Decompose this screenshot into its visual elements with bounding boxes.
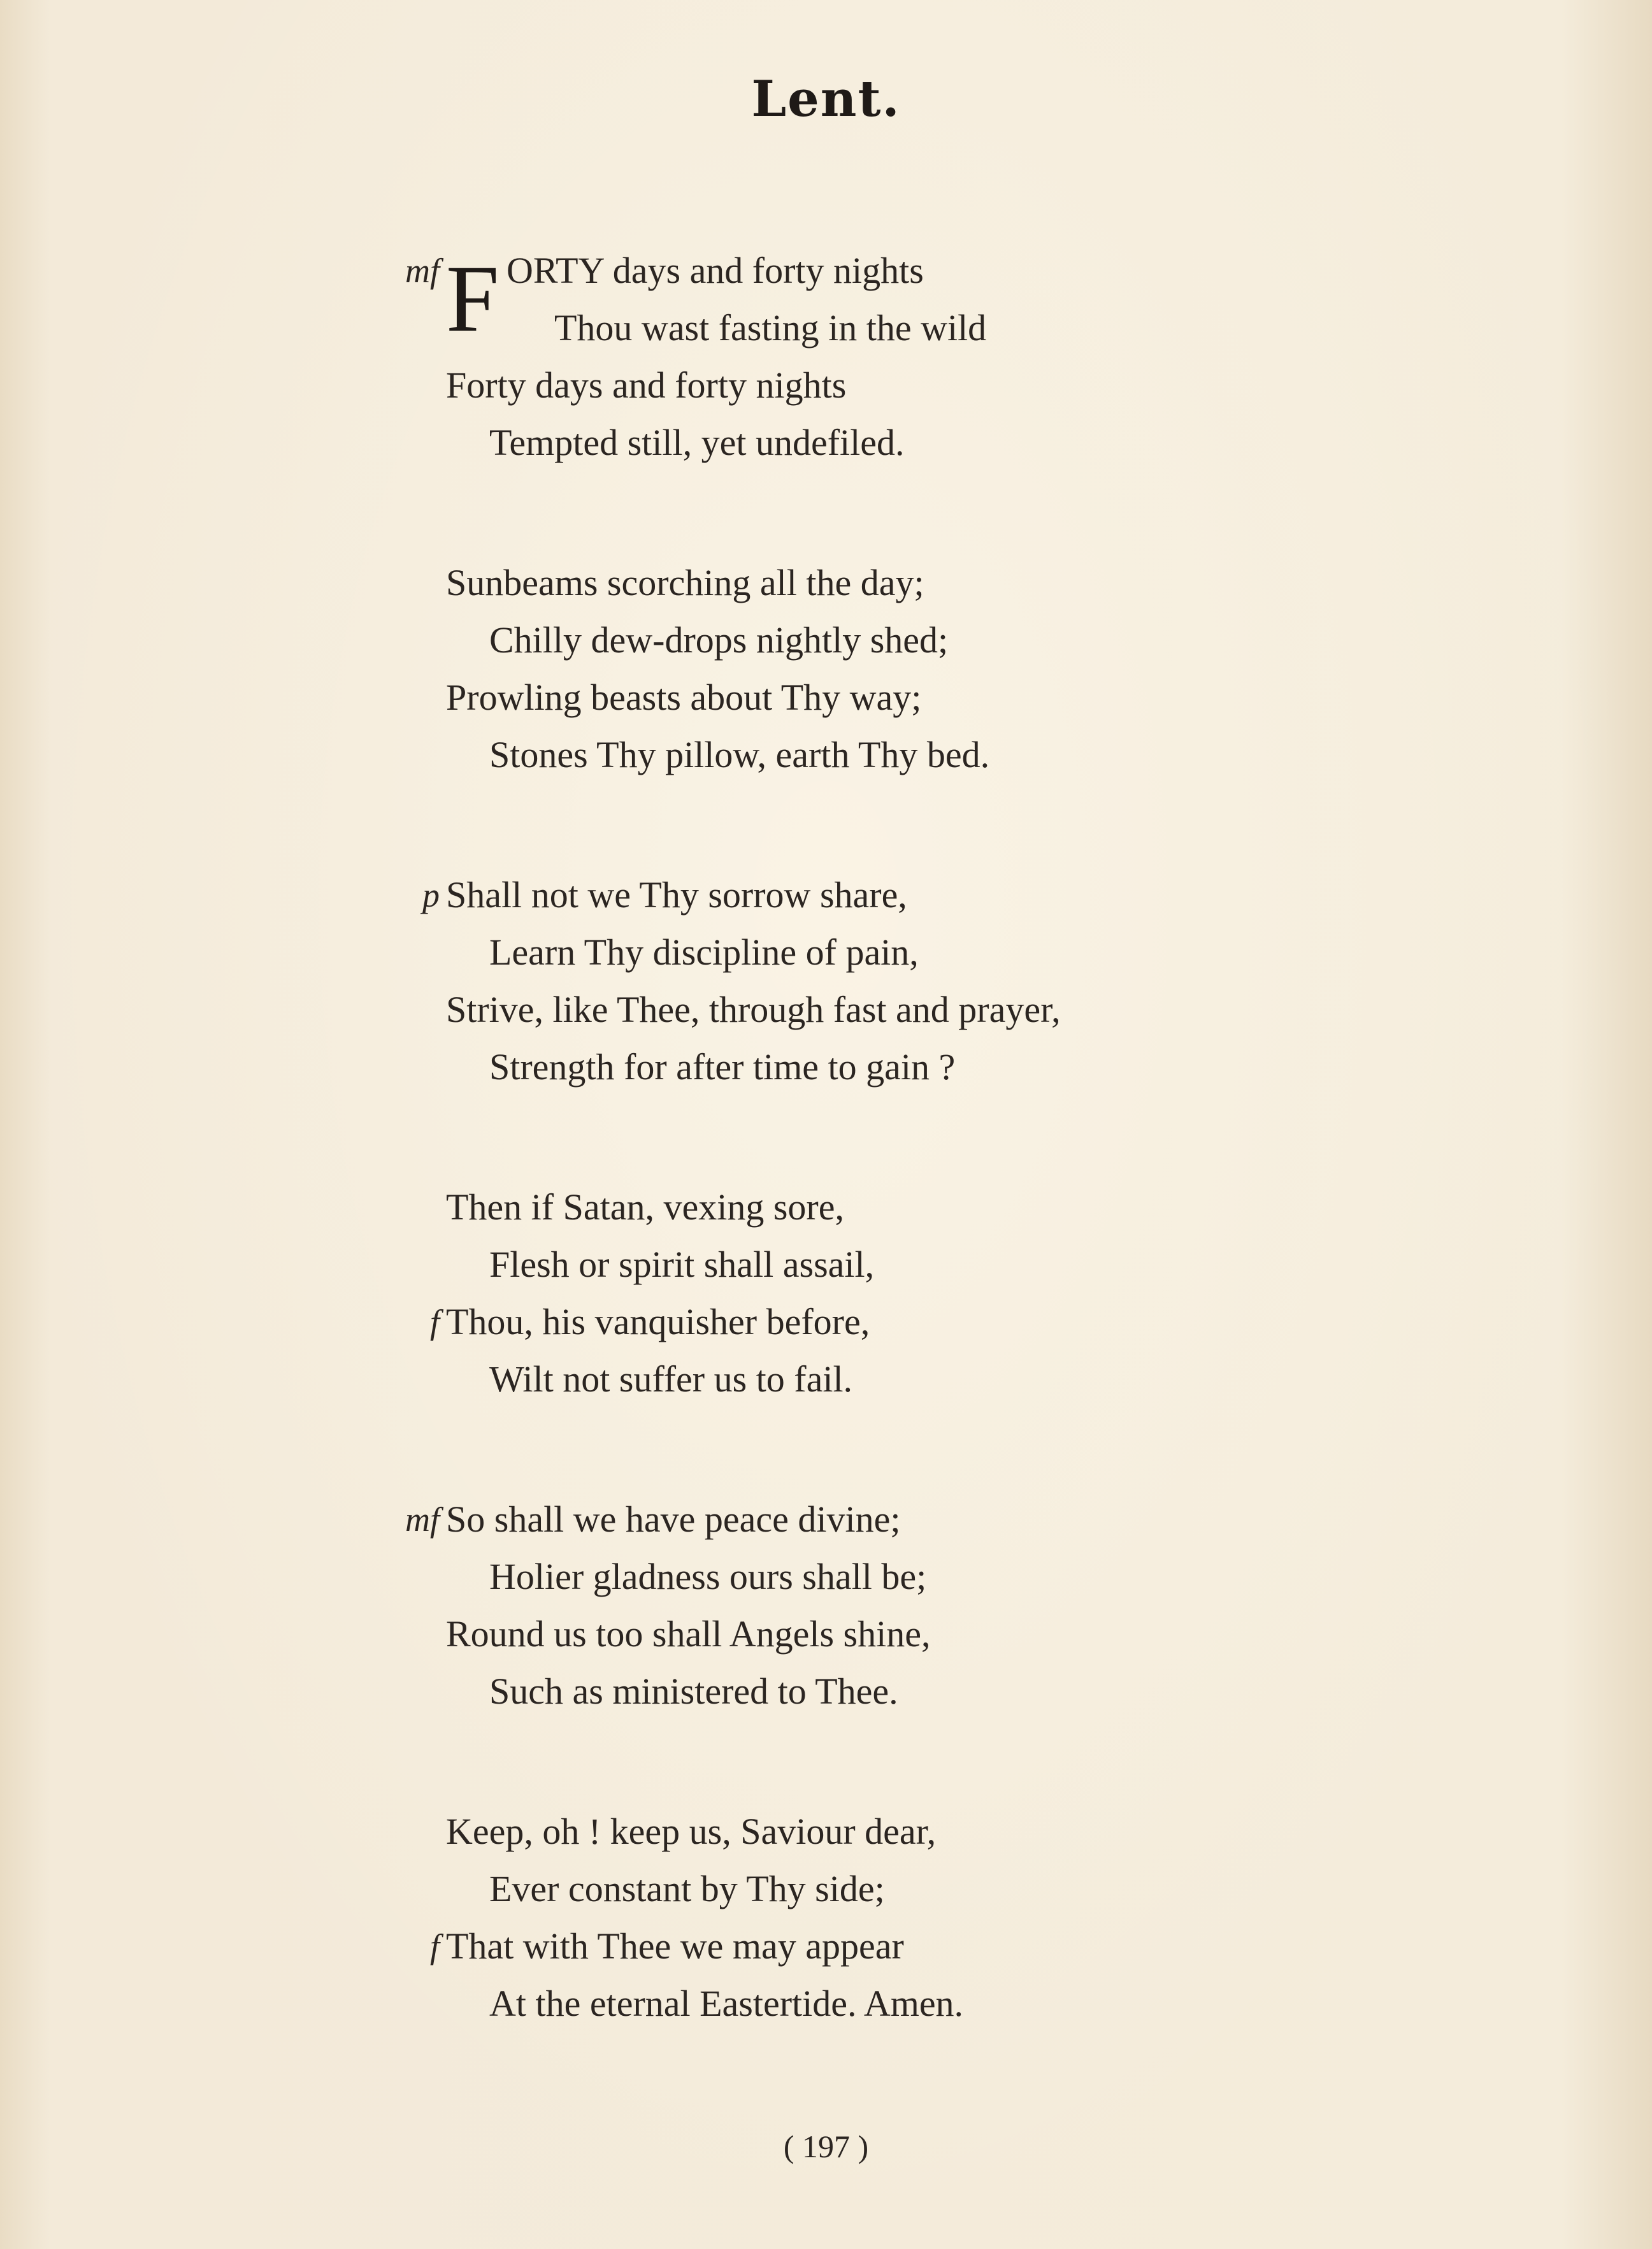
stanza-line <box>446 1351 874 1408</box>
stanza-1 <box>405 242 987 471</box>
stanza-line <box>446 1548 930 1606</box>
stanza-line <box>446 1975 963 2032</box>
line-text: Shall not we Thy sorrow share, <box>446 874 907 916</box>
page-heading: Lent. <box>751 70 901 128</box>
stanza-line <box>446 1860 963 1918</box>
line-text: Tempted still, yet undefiled. <box>489 422 905 463</box>
dynamic-mark: mf <box>405 1500 440 1539</box>
stanza-2 <box>446 554 989 784</box>
stanza-line <box>446 924 1061 981</box>
drop-cap: F <box>446 246 499 352</box>
stanza-line <box>446 612 989 669</box>
line-text: Prowling beasts about Thy way; <box>446 677 922 718</box>
dynamic-mark: p <box>422 876 440 914</box>
stanza-line <box>446 414 986 471</box>
stanza-line <box>446 554 989 612</box>
line-text: Strive, like Thee, through fast and prayer, <box>446 989 1061 1030</box>
stanza-line <box>446 299 986 357</box>
line-text: Then if Satan, vexing sore, <box>446 1186 844 1228</box>
line-text: Keep, oh ! keep us, Saviour dear, <box>446 1811 937 1852</box>
line-text: At the eternal Eastertide. Amen. <box>489 1983 964 2024</box>
line-text: Such as ministered to Thee. <box>489 1671 898 1712</box>
stanza-line <box>446 1236 874 1293</box>
line-text: ORTY days and forty nights <box>506 250 924 291</box>
line-text: Thou, his vanquisher before, <box>446 1301 870 1342</box>
stanza-3 <box>422 866 1061 1096</box>
stanza-line <box>446 1179 874 1236</box>
stanza-line <box>446 726 989 784</box>
stanza-line <box>429 1293 874 1351</box>
line-text: Flesh or spirit shall assail, <box>489 1244 875 1285</box>
line-text: That with Thee we may appear <box>446 1925 904 1967</box>
line-text: Round us too shall Angels shine, <box>446 1613 931 1655</box>
line-text: Sunbeams scorching all the day; <box>446 562 924 603</box>
page-number: ( 197 ) <box>783 2129 869 2164</box>
line-text: Strength for after time to gain ? <box>489 1046 956 1088</box>
line-text: Chilly dew-drops nightly shed; <box>489 619 949 661</box>
stanza-6 <box>429 1803 964 2032</box>
stanza-line <box>446 1038 1061 1096</box>
stanza-line <box>446 1663 930 1720</box>
line-text: So shall we have peace divine; <box>446 1498 901 1540</box>
line-text: Thou wast fasting in the wild <box>554 307 987 348</box>
stanza-line <box>422 866 1061 924</box>
line-text: Stones Thy pillow, earth Thy bed. <box>489 734 990 775</box>
stanza-5 <box>405 1491 931 1720</box>
line-text: Ever constant by Thy side; <box>489 1868 885 1909</box>
stanza-line <box>405 1491 930 1548</box>
stanza-line <box>446 981 1061 1038</box>
dynamic-mark: f <box>429 1303 440 1341</box>
line-text: Wilt not suffer us to fail. <box>489 1358 853 1400</box>
line-text: Holier gladness ours shall be; <box>489 1556 927 1597</box>
line-text: Learn Thy discipline of pain, <box>489 931 919 973</box>
stanza-line <box>429 1918 963 1975</box>
stanza-line <box>446 357 986 414</box>
line-text: Forty days and forty nights <box>446 364 847 406</box>
dynamic-mark: f <box>429 1927 440 1965</box>
stanza-line <box>446 1803 963 1860</box>
stanza-line <box>446 669 989 726</box>
stanza-4 <box>429 1179 875 1408</box>
dynamic-mark: mf <box>405 252 440 290</box>
stanza-line <box>446 1606 930 1663</box>
